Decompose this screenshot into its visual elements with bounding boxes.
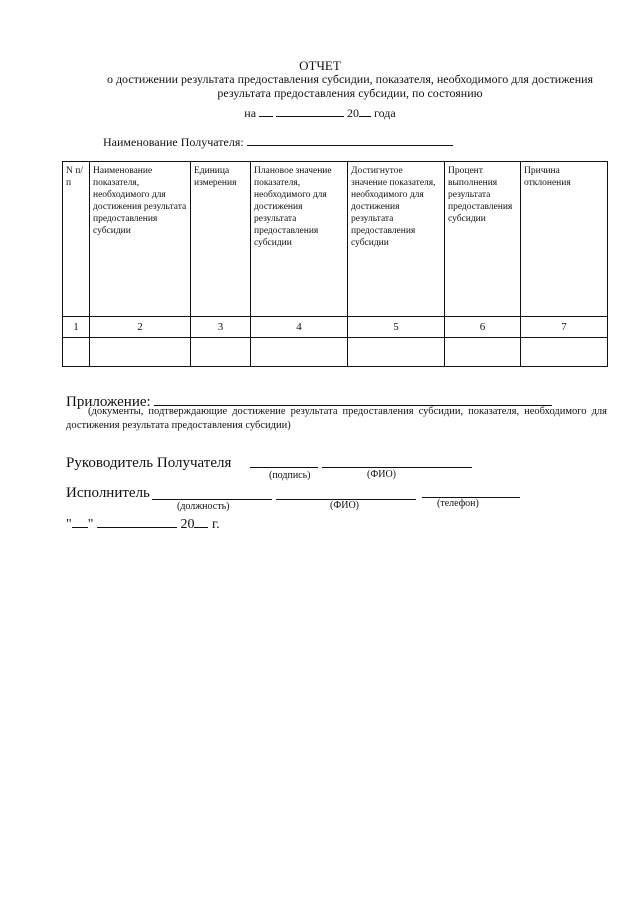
table-cell: [445, 338, 521, 367]
asof-prefix: на: [244, 106, 257, 120]
date-close-quote: ": [87, 517, 94, 532]
date-open-quote: ": [66, 517, 72, 532]
asof-suffix: года: [374, 106, 396, 120]
table-cell: [90, 338, 191, 367]
report-subtitle: о достижении результата предоставления субсидии, показателя, необходимого для достижения результата предоставления субсидии, по состоянию: [106, 72, 594, 100]
table-cell: [251, 338, 348, 367]
executor-line: [66, 485, 150, 502]
col-number-5: 5: [348, 317, 445, 338]
head-name-caption: (ФИО): [367, 469, 397, 480]
phone-caption: (телефон): [437, 498, 479, 509]
col-header-indicator: Наименование показателя, необходимого для достижения результата предоставления субсидии: [90, 162, 191, 317]
col-number-1: 1: [63, 317, 90, 338]
executor-position-blank: [152, 486, 272, 500]
col-header-achieved: Достигнутое значение показателя, необходимого для достижения результата предоставления субсидии: [348, 162, 445, 317]
table-header-row: [63, 162, 608, 317]
col-number-4: 4: [251, 317, 348, 338]
executor-name-blank: [276, 486, 416, 500]
table-cell: [521, 338, 608, 367]
date-year-blank: [194, 516, 208, 528]
executor-phone-blank: [422, 484, 520, 498]
executor-label: Исполнитель: [66, 485, 150, 501]
appendix-blank: [154, 392, 552, 406]
asof-day-blank: [259, 105, 273, 117]
table-row: [63, 338, 608, 367]
appendix-note-text: (документы, подтверждающие достижение результата предоставления субсидии, показателя, необходимого для достижения результата предоставления субсидии): [66, 406, 607, 431]
head-name-blank: [322, 454, 472, 468]
col-header-reason: Причина отклонения: [521, 162, 608, 317]
head-label: Руководитель Получателя: [66, 455, 232, 471]
col-number-3: 3: [191, 317, 251, 338]
col-number-2: 2: [90, 317, 191, 338]
date-day-blank: [72, 516, 88, 528]
date-line: [66, 516, 220, 533]
table-cell: [348, 338, 445, 367]
col-header-planned: Плановое значение показателя, необходимого для достижения результата предоставления субсидии: [251, 162, 348, 317]
date-month-blank: [97, 516, 177, 528]
col-header-number: N п/п: [63, 162, 90, 317]
appendix-label: Приложение:: [66, 394, 151, 410]
report-asof-line: [0, 105, 640, 121]
position-caption: (должность): [177, 501, 230, 512]
report-title: ОТЧЕТ: [299, 58, 341, 73]
col-number-7: 7: [521, 317, 608, 338]
table-cell: [191, 338, 251, 367]
report-table: [62, 161, 608, 367]
head-signature-line: [66, 455, 231, 472]
recipient-name-blank: [247, 134, 453, 146]
asof-month-blank: [276, 105, 344, 117]
head-sign-caption: (подпись): [269, 470, 311, 481]
col-number-6: 6: [445, 317, 521, 338]
executor-name-caption: (ФИО): [330, 500, 360, 511]
table-number-row: [63, 317, 608, 338]
date-year: 20: [180, 517, 195, 532]
date-suffix: г.: [211, 517, 220, 532]
col-header-percent: Процент выполнения результата предоставления субсидии: [445, 162, 521, 317]
recipient-label: Наименование Получателя:: [103, 135, 244, 149]
appendix-note: [66, 405, 607, 433]
col-header-unit: Единица измерения: [191, 162, 251, 317]
asof-year-blank: [359, 105, 371, 117]
head-sign-blank: [250, 454, 318, 468]
recipient-line: [103, 134, 453, 150]
asof-year: 20: [347, 106, 360, 120]
table-cell: [63, 338, 90, 367]
